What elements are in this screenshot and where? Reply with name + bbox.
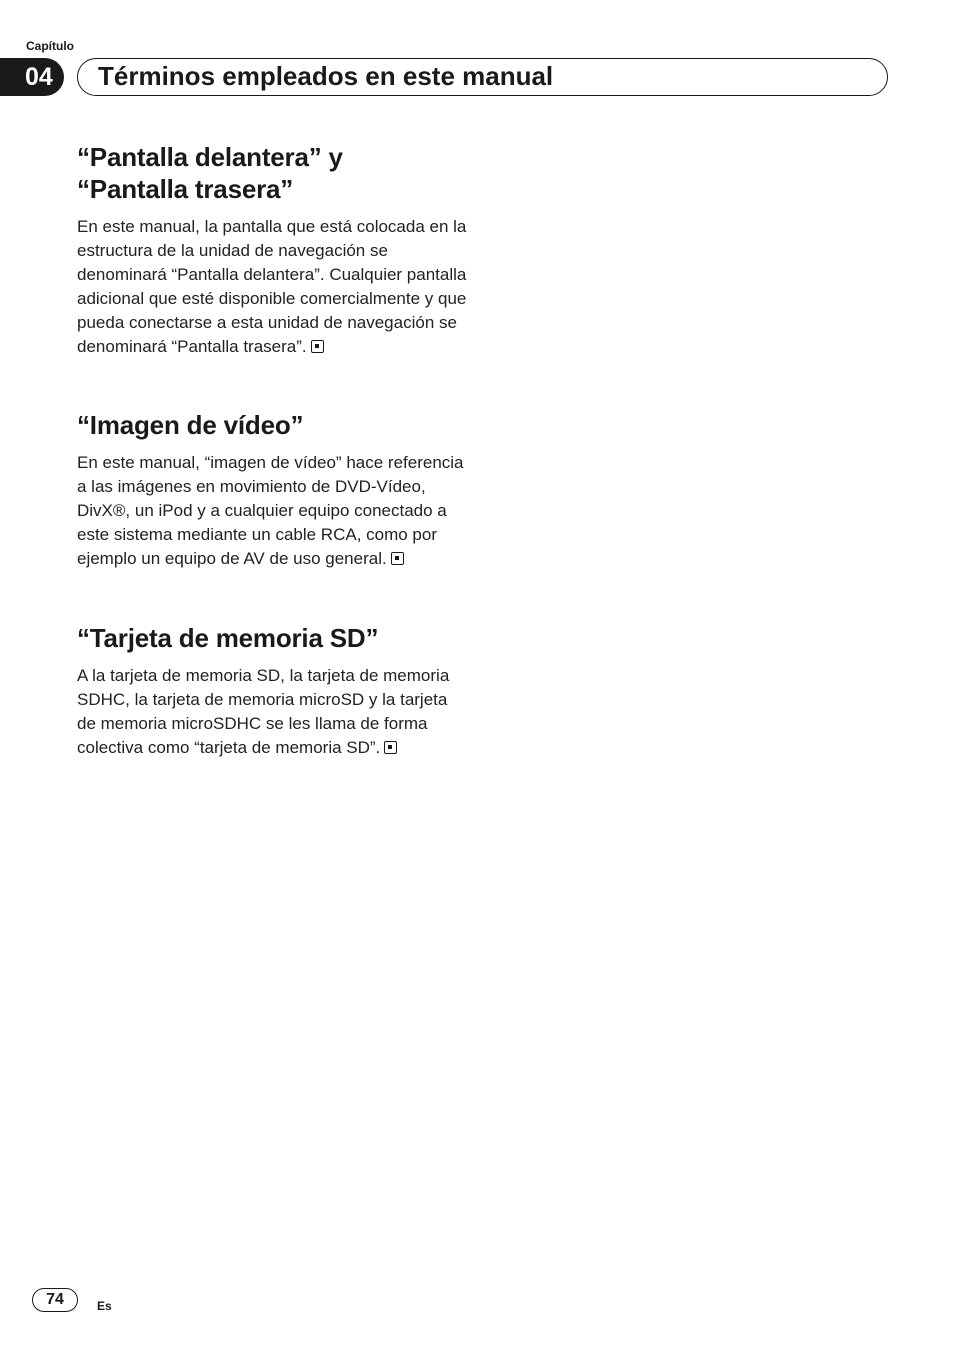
chapter-label: Capítulo	[26, 39, 74, 53]
section-front-rear-display	[77, 141, 467, 358]
section-heading: “Tarjeta de memoria SD”	[77, 622, 379, 653]
section-body	[77, 664, 467, 760]
end-square-icon	[384, 741, 397, 754]
section-heading	[77, 141, 467, 205]
page-number: 74	[32, 1288, 78, 1312]
section-body-text: En este manual, “imagen de vídeo” hace referencia a las imágenes en movimiento de DVD-Vídeo, DivX®, un iPod y a cualquier equipo conectado a este sistema mediante un cable RCA, como por ejemplo un equipo de AV de uso general.	[77, 453, 464, 569]
section-body	[77, 451, 467, 571]
chapter-number-badge: 04	[0, 58, 64, 96]
section-body-text: En este manual, la pantalla que está colocada en la estructura de la unidad de navegación se denominará “Pantalla delantera”. Cualquier pantalla adicional que esté disponible comercialmente y que pueda conectarse a esta unidad de navegación se denominará “Pantalla trasera”.	[77, 217, 467, 356]
main-column	[77, 140, 467, 811]
section-video-image	[77, 409, 467, 571]
section-heading-line1: “Pantalla delantera” y	[77, 142, 343, 172]
section-body	[77, 215, 467, 358]
end-square-icon	[311, 340, 324, 353]
language-code: Es	[97, 1299, 112, 1313]
section-heading: “Imagen de vídeo”	[77, 410, 304, 441]
section-body-text: A la tarjeta de memoria SD, la tarjeta de memoria SDHC, la tarjeta de memoria microSD y la tarjeta de memoria microSDHC se les llama de forma colectiva como “tarjeta de memoria SD”.	[77, 665, 450, 757]
section-sd-memory-card	[77, 622, 467, 760]
chapter-title: Términos empleados en este manual	[98, 61, 554, 91]
section-heading-line2: “Pantalla trasera”	[77, 174, 294, 204]
end-square-icon	[391, 552, 404, 565]
chapter-title-box	[77, 58, 888, 96]
